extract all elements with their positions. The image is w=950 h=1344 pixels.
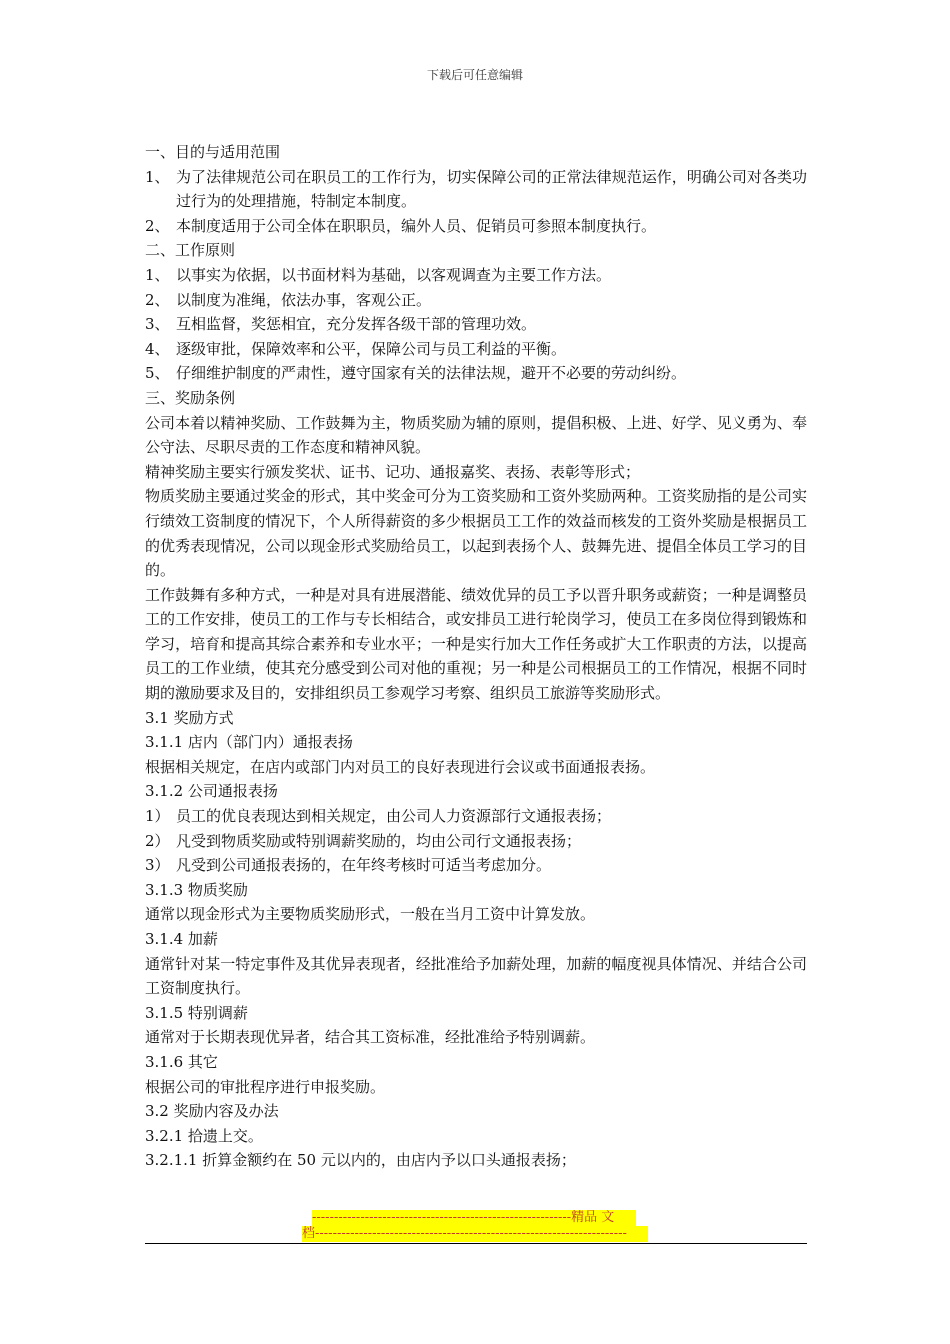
paragraph: 物质奖励主要通过奖金的形式，其中奖金可分为工资奖励和工资外奖励两种。工资奖励指的是公司实行绩效工资制度的情况下，个人所得薪资的多少根据员工工作的效益而核发的工资外奖励是根据员工的优秀表现情况，公司以现金形式奖励给员工，以起到表扬个人、鼓舞先进、提倡全体员工学习的目的。: [145, 487, 807, 580]
item-text: 员工的优良表现达到相关规定，由公司人力资源部行文通报表扬；: [176, 807, 612, 826]
item-number: 5、: [145, 364, 170, 383]
item-number: 3、: [145, 315, 170, 334]
footer-divider: [145, 1243, 807, 1244]
list-item: [145, 337, 807, 362]
item-number: 1）: [145, 807, 170, 826]
paragraph: 通常针对某一特定事件及其优异表现者，经批准给予加薪处理，加薪的幅度视具体情况、并结合公司工资制度执行。: [145, 954, 807, 998]
paragraph: 通常对于长期表现优异者，结合其工资标准，经批准给予特别调薪。: [145, 1028, 596, 1047]
item-text: 凡受到公司通报表扬的，在年终考核时可适当考虑加分。: [176, 856, 552, 875]
list-item: [145, 312, 807, 337]
subheading: 3.1.1 店内（部门内）通报表扬: [145, 733, 353, 752]
item-number: 2、: [145, 216, 170, 235]
list-item: [145, 853, 807, 878]
subheading: 3.1.6 其它: [145, 1052, 218, 1071]
subheading: 3.1.4 加薪: [145, 930, 218, 948]
list-item: [145, 263, 807, 288]
list-item: [145, 361, 807, 386]
paragraph: 通常以现金形式为主要物质奖励形式，一般在当月工资中计算发放。: [145, 905, 596, 924]
section-title: 三、奖励条例: [145, 388, 236, 407]
item-text: 互相监督，奖惩相宜，充分发挥各级干部的管理功效。: [176, 315, 537, 334]
item-text: 本制度适用于公司全体在职职员，编外人员、促销员可参照本制度执行。: [176, 216, 657, 235]
footer-watermark-line2: 档-----------------------------------------------------------------------: [302, 1226, 648, 1242]
footer-watermark-line1: -----------------------------------------------------------精品 文: [312, 1210, 636, 1226]
list-item: [145, 214, 807, 239]
document-body: [145, 140, 807, 1173]
section-title: 二、工作原则: [145, 241, 236, 260]
subheading: 3.2 奖励内容及办法: [145, 1102, 279, 1121]
subheading: 3.1 奖励方式: [145, 708, 234, 727]
list-item: [145, 804, 807, 829]
item-number: 2）: [145, 831, 170, 850]
item-text: 仔细维护制度的严肃性，遵守国家有关的法律法规，避开不必要的劳动纠纷。: [176, 364, 687, 383]
list-item: [145, 165, 807, 214]
item-text: 以事实为依据，以书面材料为基础，以客观调查为主要工作方法。: [176, 265, 612, 284]
item-text: 以制度为准绳，依法办事，客观公正。: [176, 290, 432, 309]
item-number: 1、: [145, 265, 170, 284]
subheading: 3.2.1 拾遗上交。: [145, 1126, 263, 1145]
list-item: [145, 288, 807, 313]
item-number: 1、: [145, 167, 170, 186]
paragraph: 根据相关规定，在店内或部门内对员工的良好表现进行会议或书面通报表扬。: [145, 757, 656, 776]
item-text: 逐级审批，保障效率和公平，保障公司与员工利益的平衡。: [176, 339, 567, 358]
paragraph: 公司本着以精神奖励、工作鼓舞为主，物质奖励为辅的原则，提倡积极、上进、好学、见义勇为、奉公守法、尽职尽责的工作态度和精神风貌。: [145, 413, 807, 457]
item-number: 3）: [145, 856, 170, 875]
paragraph: 精神奖励主要实行颁发奖状、证书、记功、通报嘉奖、表扬、表彰等形式；: [145, 462, 641, 481]
list-item: [145, 829, 807, 854]
paragraph: 根据公司的审批程序进行申报奖励。: [145, 1077, 386, 1096]
paragraph: 3.2.1.1 折算金额约在 50 元以内的，由店内予以口头通报表扬；: [145, 1151, 576, 1170]
item-text: 为了法律规范公司在职员工的工作行为，切实保障公司的正常法律规范运作，明确公司对各类功过行为的处理措施，特制定本制度。: [176, 167, 807, 211]
page-header: 下载后可任意编辑: [426, 68, 523, 82]
paragraph: 工作鼓舞有多种方式，一种是对具有进展潜能、绩效优异的员工予以晋升职务或薪资；一种是调整员工的工作安排，使员工的工作与专长相结合，或安排员工进行轮岗学习，使员工在多岗位得到锻炼和学习，培育和提高其综合素养和专业水平；一种是实行加大工作任务或扩大工作职责的方法，以提高员工的工作业绩，使其充分感受到公司对他的重视；另一种是公司根据员工的工作情况，根据不同时期的激励要求及目的，安排组织员工参观学习考察、组织员工旅游等奖励形式。: [145, 585, 807, 703]
subheading: 3.1.2 公司通报表扬: [145, 782, 278, 801]
subheading: 3.1.3 物质奖励: [145, 880, 248, 899]
section-title: 一、目的与适用范围: [145, 143, 281, 161]
item-text: 凡受到物质奖励或特别调薪奖励的，均由公司行文通报表扬；: [176, 831, 582, 850]
item-number: 2、: [145, 290, 170, 309]
item-number: 4、: [145, 339, 170, 358]
subheading: 3.1.5 特别调薪: [145, 1003, 248, 1022]
